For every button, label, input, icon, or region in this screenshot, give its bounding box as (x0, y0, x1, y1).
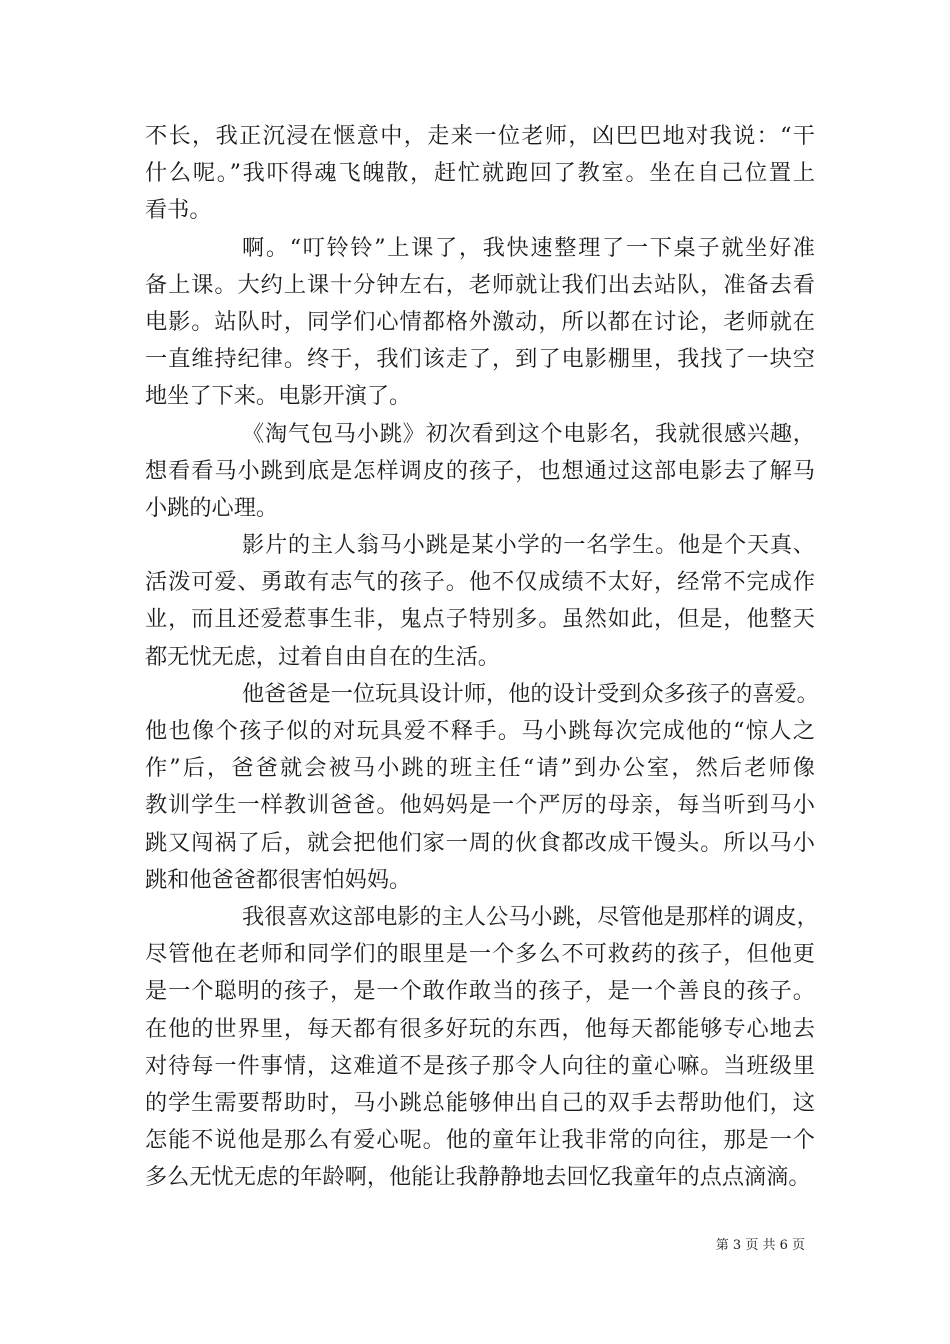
text-line: 尽管他在老师和同学们的眼里是一个多么不可救药的孩子，但他更 (145, 941, 815, 968)
text-line: 电影。站队时，同学们心情都格外激动，所以都在讨论，老师就在 (145, 308, 815, 335)
text-line: 活泼可爱、勇敢有志气的孩子。他不仅成绩不太好，经常不完成作 (145, 569, 815, 596)
text-line: 我很喜欢这部电影的主人公马小跳，尽管他是那样的调皮， (242, 903, 819, 930)
text-line: 想看看马小跳到底是怎样调皮的孩子，也想通过这部电影去了解马 (145, 457, 815, 484)
body-text (145, 118, 819, 1196)
text-line: 他也像个孩子似的对玩具爱不释手。马小跳每次完成他的“惊人之 (145, 718, 815, 744)
paragraph (145, 527, 815, 676)
text-line: 怎能不说他是那么有爱心呢。他的童年让我非常的向往，那是一个 (145, 1127, 815, 1154)
text-line: 跳和他爸爸都很害怕妈妈。 (145, 866, 412, 893)
paragraph (145, 899, 819, 1197)
paragraph (145, 230, 815, 416)
text-line: 影片的主人翁马小跳是某小学的一名学生。他是个天真、 (242, 532, 815, 559)
text-line: 对待每一件事情，这难道不是孩子那令人向往的童心嘛。当班级里 (145, 1052, 815, 1079)
paragraph (145, 416, 815, 528)
text-line: 地坐了下来。电影开演了。 (145, 383, 412, 410)
text-line: 一直维持纪律。终于，我们该走了，到了电影棚里，我找了一块空 (145, 346, 815, 373)
paragraph (145, 118, 815, 230)
text-line: 业，而且还爱惹事生非，鬼点子特别多。虽然如此，但是，他整天 (145, 606, 815, 633)
page-number-footer: 第 3 页 共 6 页 (715, 1238, 805, 1253)
text-line: 教训学生一样教训爸爸。他妈妈是一个严厉的母亲，每当听到马小 (145, 792, 815, 819)
text-line: 多么无忧无虑的年龄啊，他能让我静静地去回忆我童年的点点滴滴。 (145, 1164, 811, 1191)
text-line: 跳又闯祸了后，就会把他们家一周的伙食都改成干馒头。所以马小 (145, 829, 815, 856)
text-line: 啊。“叮铃铃”上课了，我快速整理了一下桌子就坐好准 (242, 234, 815, 261)
text-line: 不长，我正沉浸在惬意中，走来一位老师，凶巴巴地对我说：“干 (145, 123, 815, 149)
text-line: 作”后，爸爸就会被马小跳的班主任“请”到办公室，然后老师像 (145, 755, 815, 782)
text-line: 《淘气包马小跳》初次看到这个电影名，我就很感兴趣， (242, 420, 815, 447)
text-line: 的学生需要帮助时，马小跳总能够伸出自己的双手去帮助他们，这 (145, 1089, 815, 1116)
text-line: 在他的世界里，每天都有很多好玩的东西，他每天都能够专心地去 (145, 1015, 815, 1042)
text-line: 什么呢。”我吓得魂飞魄散，赶忙就跑回了教室。坐在自己位置上 (145, 160, 815, 187)
paragraph (145, 676, 819, 899)
text-line: 他爸爸是一位玩具设计师，他的设计受到众多孩子的喜爱。 (242, 680, 819, 707)
text-line: 小跳的心理。 (145, 494, 279, 521)
text-line: 备上课。大约上课十分钟左右，老师就让我们出去站队，准备去看 (145, 271, 815, 298)
text-line: 都无忧无虑，过着自由自在的生活。 (145, 643, 500, 670)
text-line: 是一个聪明的孩子，是一个敢作敢当的孩子，是一个善良的孩子。 (145, 978, 815, 1005)
text-line: 看书。 (145, 197, 212, 224)
